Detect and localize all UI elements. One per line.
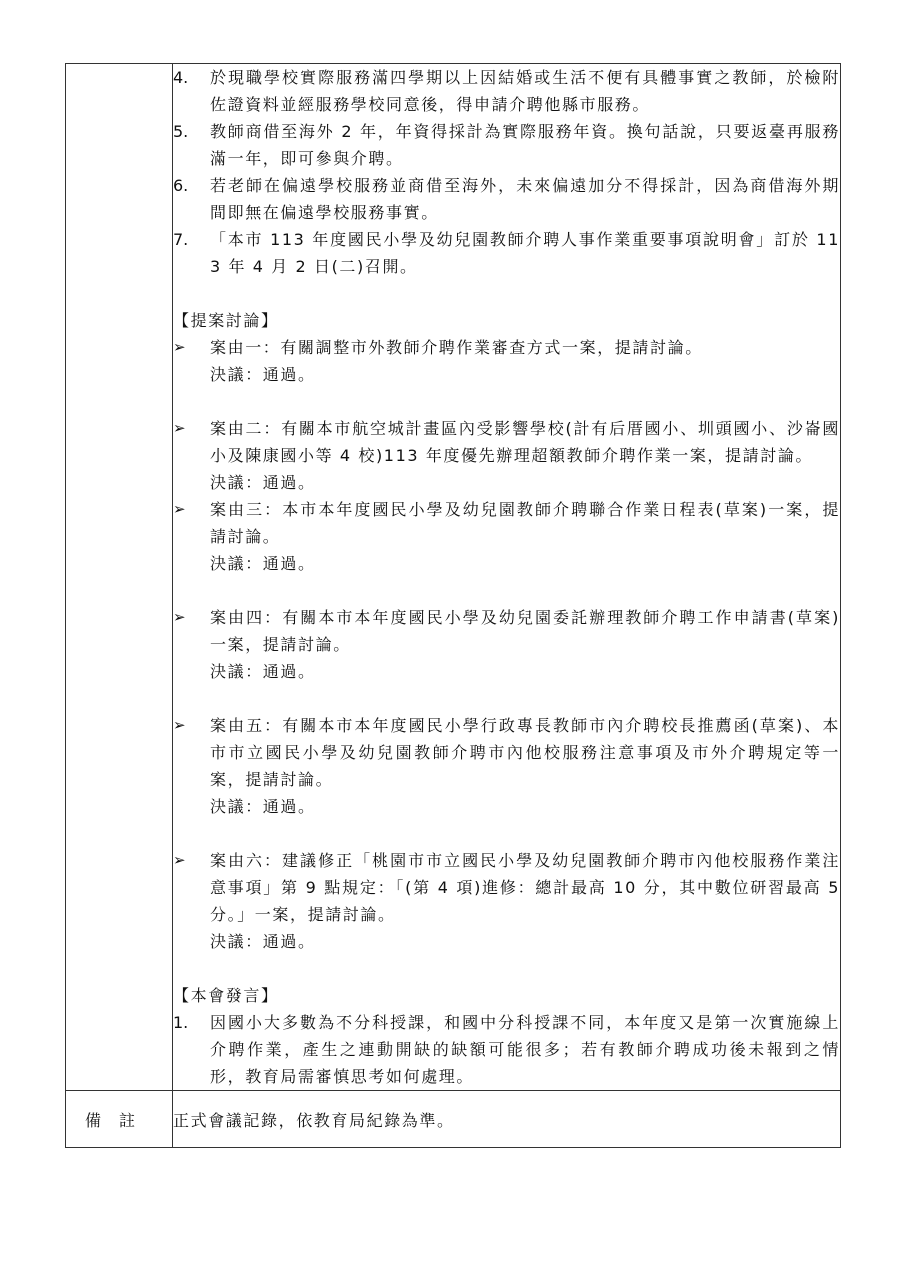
minutes-table — [65, 63, 841, 1148]
item-text: 「本市 113 年度國民小學及幼兒園教師介聘人事作業重要事項說明會」訂於 113 年 4 月 2 日(二)召開。 — [210, 230, 840, 276]
content-row — [66, 64, 841, 1091]
proposal-text: 案由五：有關本市本年度國民小學行政專長教師市內介聘校長推薦函(草案)、本市市立國民小學及幼兒園教師介聘市內他校服務注意事項及市外介聘規定等一案，提請討論。 — [210, 716, 840, 789]
resolution: 決議：通過。 — [210, 473, 316, 492]
item-number: 5. — [173, 122, 189, 141]
arrow-bullet-icon: ➢ — [173, 338, 186, 356]
proposal-item — [173, 496, 840, 550]
item-text: 於現職學校實際服務滿四學期以上因結婚或生活不便有具體事實之教師，於檢附佐證資料並經服務學校同意後，得申請介聘他縣市服務。 — [210, 68, 840, 114]
item-number: 7. — [173, 230, 189, 249]
resolution: 決議：通過。 — [210, 365, 316, 384]
proposal-item — [173, 847, 840, 928]
resolution: 決議：通過。 — [210, 662, 316, 681]
empty-label-cell — [66, 64, 173, 1091]
speech-item — [173, 1009, 840, 1090]
speech-heading: 【本會發言】 — [173, 986, 279, 1005]
arrow-bullet-icon: ➢ — [173, 608, 186, 626]
note-label: 備註 — [66, 1091, 173, 1148]
proposal-item — [173, 712, 840, 793]
item-number: 1. — [173, 1013, 189, 1032]
resolution: 決議：通過。 — [210, 554, 316, 573]
resolution: 決議：通過。 — [210, 797, 316, 816]
list-item — [173, 118, 840, 172]
proposal-text: 案由六：建議修正「桃園市市立國民小學及幼兒園教師介聘市內他校服務作業注意事項」第 9 點規定：「(第 4 項)進修：總計最高 10 分，其中數位研習最高 5 分。」一案，提請討論。 — [210, 851, 840, 924]
resolution: 決議：通過。 — [210, 932, 316, 951]
speech-text: 因國小大多數為不分科授課，和國中分科授課不同，本年度又是第一次實施線上介聘作業，產生之連動開缺的缺額可能很多；若有教師介聘成功後未報到之情形，教育局需審慎思考如何處理。 — [210, 1013, 840, 1086]
proposals-heading: 【提案討論】 — [173, 311, 279, 330]
arrow-bullet-icon: ➢ — [173, 500, 186, 518]
proposal-text: 案由一：有關調整市外教師介聘作業審查方式一案，提請討論。 — [210, 338, 703, 357]
note-row — [66, 1091, 841, 1148]
arrow-bullet-icon: ➢ — [173, 851, 186, 869]
proposal-item — [173, 415, 840, 469]
content-cell — [173, 64, 841, 1091]
item-text: 若老師在偏遠學校服務並商借至海外，未來偏遠加分不得採計，因為商借海外期間即無在偏遠學校服務事實。 — [210, 176, 840, 222]
proposal-text: 案由四：有關本市本年度國民小學及幼兒園委託辦理教師介聘工作申請書(草案)一案，提請討論。 — [210, 608, 840, 654]
list-item — [173, 64, 840, 118]
item-number: 6. — [173, 176, 189, 195]
arrow-bullet-icon: ➢ — [173, 419, 186, 437]
proposal-item — [173, 334, 840, 361]
list-item — [173, 226, 840, 280]
arrow-bullet-icon: ➢ — [173, 716, 186, 734]
list-item — [173, 172, 840, 226]
proposal-text: 案由三：本市本年度國民小學及幼兒園教師介聘聯合作業日程表(草案)一案，提請討論。 — [210, 500, 840, 546]
proposal-text: 案由二：有關本市航空城計畫區內受影響學校(計有后厝國小、圳頭國小、沙崙國小及陳康國小等 4 校)113 年度優先辦理超額教師介聘作業一案，提請討論。 — [210, 419, 840, 465]
item-number: 4. — [173, 68, 189, 87]
proposal-item — [173, 604, 840, 658]
item-text: 教師商借至海外 2 年，年資得採計為實際服務年資。換句話說，只要返臺再服務滿一年，即可參與介聘。 — [210, 122, 840, 168]
note-text: 正式會議記錄，依教育局紀錄為準。 — [173, 1091, 841, 1148]
